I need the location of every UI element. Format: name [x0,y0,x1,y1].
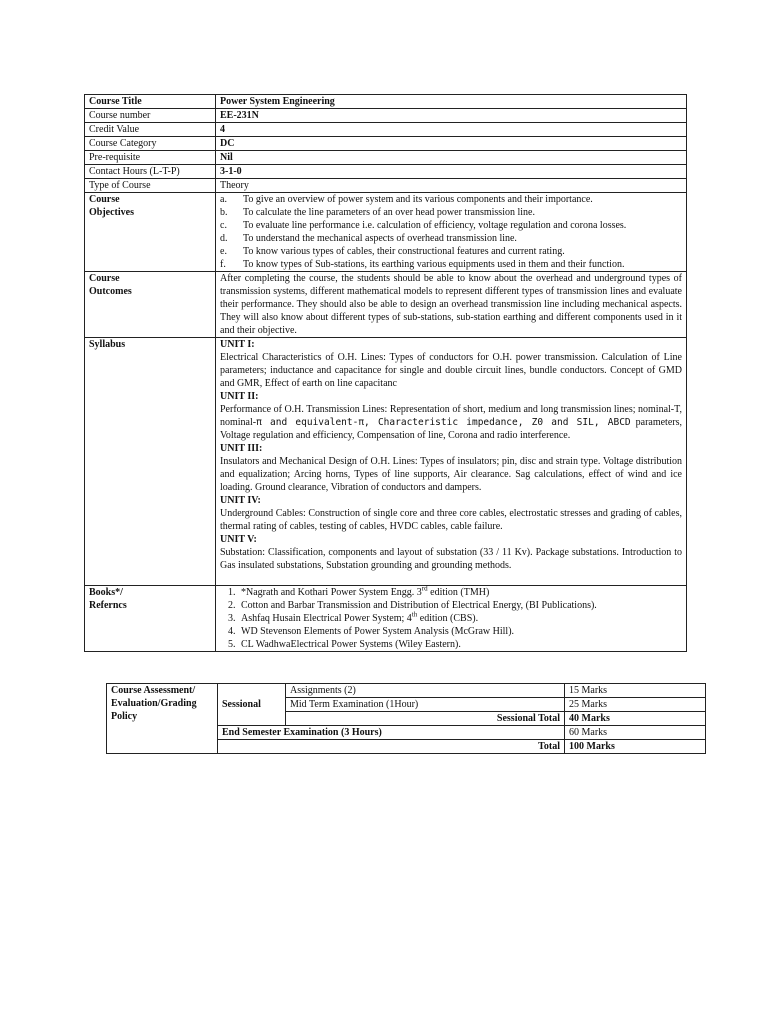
contact-hours-label: Contact Hours (L-T-P) [85,165,216,179]
objective-item [220,193,682,206]
books-list [220,586,682,651]
pre-requisite-label: Pre-requisite [85,151,216,165]
row-books [85,586,687,652]
unit2-text-b: π and equivalent-π, Characteristic impedance, Z0 and SIL, ABCD [256,417,631,428]
objective-letter: e. [220,246,227,257]
midterm-marks: 25 Marks [565,698,706,712]
assessment-label-line1: Course Assessment/ [111,685,196,696]
book3-text: Ashfaq Husain Electrical Power System; 4 [241,613,412,624]
midterm-label: Mid Term Examination (1Hour) [286,698,565,712]
sessional-label: Sessional [218,684,286,726]
objective-text: To understand the mechanical aspects of overhead transmission line. [243,233,517,244]
objective-letter: b. [220,207,228,218]
unit1-title: UNIT I: [220,339,255,350]
unit4-title: UNIT IV: [220,495,261,506]
type-of-course-value: Theory [216,179,687,193]
syllabus-content [216,338,687,586]
unit4-text: Underground Cables: Construction of single core and three core cables, electrostatic stresses and grading of cables, thermal rating of cables, testing of cables, HVDC cables, cable failure. [220,508,682,532]
course-category-value: DC [216,137,687,151]
unit5-text: Substation: Classification, components and layout of substation (33 / 11 Kv). Package substations. Introduction to Gas insulated substations, Substation grounding and grounding methods. [220,547,682,571]
objectives-label-line1: Course [89,194,120,205]
objective-text: To evaluate line performance i.e. calculation of efficiency, voltage regulation and corona losses. [243,220,627,231]
end-sem-label: End Semester Examination (3 Hours) [218,726,565,740]
end-sem-marks: 60 Marks [565,726,706,740]
book1-text: *Nagrath and Kothari Power System Engg. 3 [241,587,422,598]
objective-text: To know various types of cables, their constructional features and current rating. [243,246,565,257]
book-item [238,599,682,612]
assignments-label: Assignments (2) [286,684,565,698]
book3-sup: th [411,610,418,619]
objective-text: To calculate the line parameters of an over head power transmission line. [243,207,535,218]
objective-letter: c. [220,220,227,231]
book2-text: Cotton and Barbar Transmission and Distribution of Electrical Energy, (BI Publications). [241,600,597,611]
assignments-marks: 15 Marks [565,684,706,698]
objective-item [220,206,682,219]
objective-item [220,232,682,245]
row-syllabus [85,338,687,586]
row-course-number [85,109,687,123]
objective-item [220,219,682,232]
objective-text: To give an overview of power system and its various components and their importance. [243,194,593,205]
book3-post: edition (CBS). [417,613,479,624]
unit2-text-c: parameters, Voltage regulation and efficiency, Compensation of line, Corona and radio interference. [220,417,682,441]
credit-value-label: Credit Value [85,123,216,137]
course-category-label: Course Category [85,137,216,151]
objective-letter: d. [220,233,228,244]
objective-item [220,245,682,258]
course-details-table [84,94,687,652]
outcomes-label-line1: Course [89,273,120,284]
row-course-category [85,137,687,151]
objectives-label-line2: Objectives [89,207,134,218]
objective-item [220,258,682,271]
book1-post: edition (TMH) [427,587,490,598]
assessment-label-line2: Evaluation/Grading [111,698,197,709]
row-course-objectives [85,193,687,272]
unit2-text-a: Performance of O.H. Transmission Lines: Representation of short, medium and long transmission lines; nominal-T, nominal- [220,404,682,428]
sessional-total-label: Sessional Total [286,712,565,726]
assessment-label [107,684,218,754]
pre-requisite-value: Nil [216,151,687,165]
outcomes-label-line2: Outcomes [89,286,132,297]
book1-sup: rd [421,584,428,593]
unit2-text [220,403,682,442]
contact-hours-value: 3-1-0 [216,165,687,179]
books-label-line1: Books*/ [89,587,123,598]
type-of-course-label: Type of Course [85,179,216,193]
course-objectives-list [216,193,687,272]
book-item [238,638,682,651]
row-type-of-course [85,179,687,193]
total-marks: 100 Marks [565,740,706,754]
total-label: Total [218,740,565,754]
course-title-value: Power System Engineering [216,95,687,109]
book-item [238,612,682,625]
book-item [238,586,682,599]
assessment-label-line3: Policy [111,711,138,722]
row-course-title [85,95,687,109]
books-list-cell [216,586,687,652]
row-pre-requisite [85,151,687,165]
course-title-label: Course Title [85,95,216,109]
assessment-table [106,683,706,754]
book5-text: CL WadhwaElectrical Power Systems (Wiley Eastern). [241,639,461,650]
unit1-text: Electrical Characteristics of O.H. Lines: Types of conductors for O.H. power transmission. Calculation of Line parameters; inductance and capacitance for single and double circuit lines, bundle conductors. Concept of GMD and GMR, Effect of earth on line capacitanc [220,352,682,389]
course-outcomes-label [85,272,216,338]
unit3-title: UNIT III: [220,443,263,454]
objective-text: To know types of Sub-stations, its earthing various equipments used in them and their function. [243,259,625,270]
assessment-row-assignments [107,684,706,698]
unit2-title: UNIT II: [220,391,259,402]
objective-letter: f. [220,259,226,270]
book-item [238,625,682,638]
unit3-text: Insulators and Mechanical Design of O.H. Lines: Types of insulators; pin, disc and strain type. Voltage distribution and equalization; Arcing horns, Types of line supports, Air clearance. Sag calculations, effect of wind and ice loading. Ground clearance, Vibration of conductors and dampers. [220,456,682,493]
course-number-label: Course number [85,109,216,123]
row-course-outcomes [85,272,687,338]
syllabus-label: Syllabus [85,338,216,586]
books-label [85,586,216,652]
course-outcomes-text: After completing the course, the students should be able to know about the overhead and underground types of transmission systems, different mathematical models to represent different types of transmission lines and evaluate their performance. They should also be able to design an overhead transmission line including mechanical aspects. They will also know about different types of sub-stations, sub-station earthing and different components used in it and their objective. [216,272,687,338]
book4-text: WD Stevenson Elements of Power System Analysis (McGraw Hill). [241,626,515,637]
books-label-line2: Referncs [89,600,127,611]
sessional-total-marks: 40 Marks [565,712,706,726]
course-objectives-label [85,193,216,272]
row-credit-value [85,123,687,137]
credit-value-value: 4 [216,123,687,137]
unit5-title: UNIT V: [220,534,257,545]
row-contact-hours [85,165,687,179]
course-number-value: EE-231N [216,109,687,123]
objective-letter: a. [220,194,227,205]
